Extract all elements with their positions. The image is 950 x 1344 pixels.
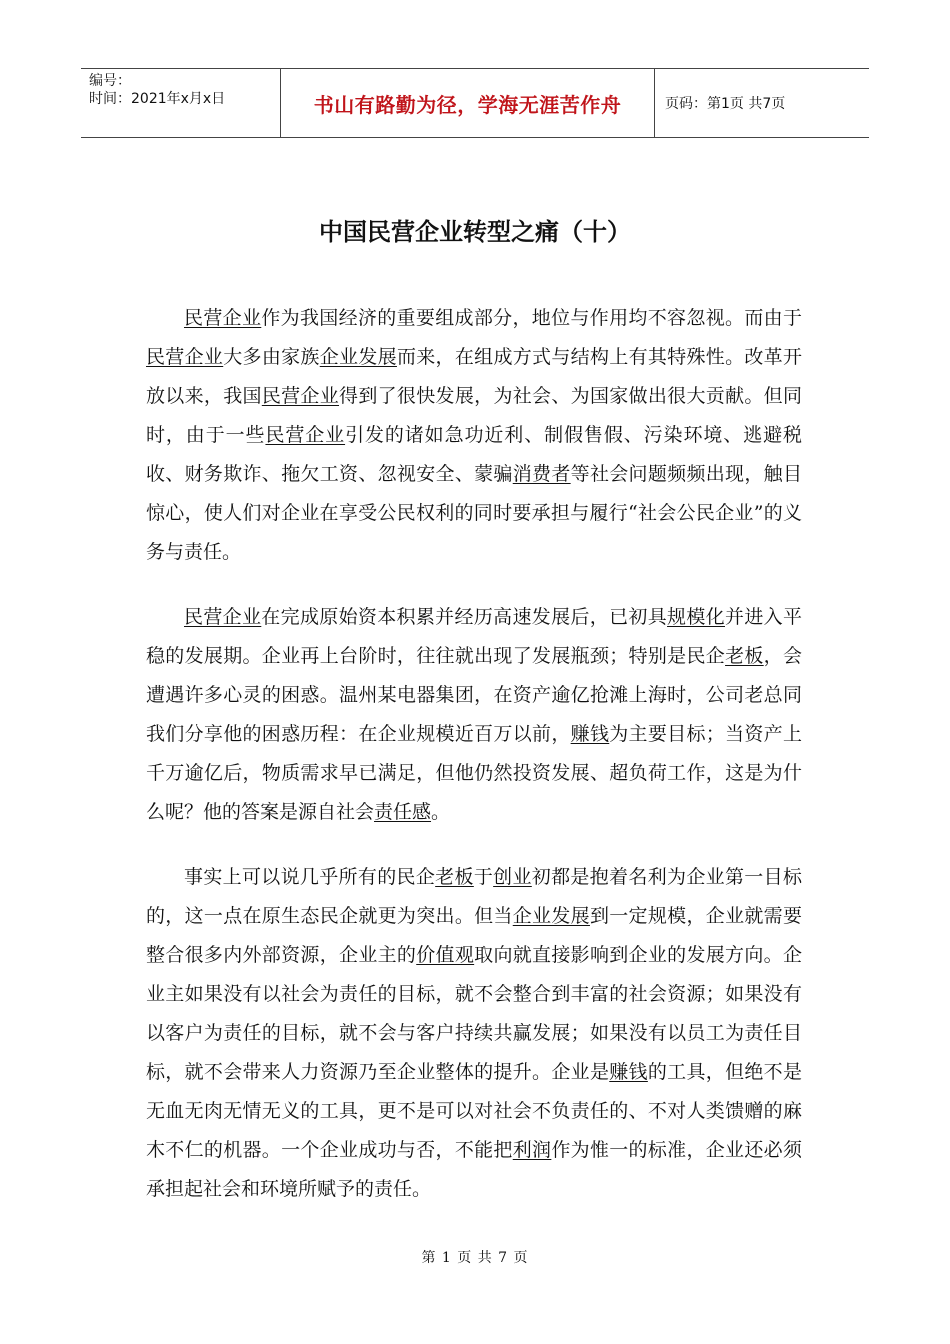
paragraph: 民营企业在完成原始资本积累并经历高速发展后，已初具规模化并进入平稳的发展期。企业再上台阶时，往往就出现了发展瓶颈；特别是民企老板，会遭遇许多心灵的困惑。温州某电器集团，在资产逾亿抢滩上海时，公司老总同我们分享他的困惑历程：在企业规模近百万以前，赚钱为主要目标；当资产上千万逾亿后，物质需求早已满足，但他仍然投资发展、超负荷工作，这是为什么呢？他的答案是源自社会责任感。	[146, 606, 802, 823]
paragraph: 民营企业作为我国经济的重要组成部分，地位与作用均不容忽视。而由于民营企业大多由家族企业发展而来，在组成方式与结构上有其特殊性。改革开放以来，我国民营企业得到了很快发展，为社会、为国家做出很大贡献。但同时，由于一些民营企业引发的诸如急功近利、制假售假、污染环境、逃避税收、财务欺诈、拖欠工资、忽视安全、蒙骗消费者等社会问题频频出现，触目惊心，使人们对企业在享受公民权利的同时要承担与履行“社会公民企业”的义务与责任。	[146, 307, 802, 563]
keyword-link[interactable]: 老板	[435, 866, 474, 888]
keyword-link[interactable]: 价值观	[416, 944, 475, 966]
keyword-link[interactable]: 民营企业	[184, 606, 262, 628]
keyword-link[interactable]: 赚钱	[570, 723, 610, 745]
paragraph: 事实上可以说几乎所有的民企老板于创业初都是抱着名利为企业第一目标的，这一点在原生态民企就更为突出。但当企业发展到一定规模，企业就需要整合很多内外部资源，企业主的价值观取向就直接影响到企业的发展方向。企业主如果没有以社会为责任的目标，就不会整合到丰富的社会资源；如果没有以客户为责任的目标，就不会与客户持续共赢发展；如果没有以员工为责任目标，就不会带来人力资源乃至企业整体的提升。企业是赚钱的工具，但绝不是无血无肉无情无义的工具，更不是可以对社会不负责任的、不对人类馈赠的麻木不仁的机器。一个企业成功与否，不能把利润作为惟一的标准，企业还必须承担起社会和环境所赋予的责任。	[146, 866, 802, 1200]
keyword-link[interactable]: 责任感	[374, 801, 432, 823]
page-footer: 第 1 页 共 7 页	[421, 1250, 529, 1266]
document-title: 中国民营企业转型之痛（十）	[319, 218, 631, 246]
document-date: 时间：2021年x月x日	[89, 91, 226, 107]
keyword-link[interactable]: 企业发展	[319, 346, 397, 368]
keyword-link[interactable]: 创业	[493, 866, 532, 888]
keyword-link[interactable]: 消费者	[512, 463, 571, 485]
header-page-info: 页码：第1页 共7页	[665, 96, 786, 112]
keyword-link[interactable]: 企业发展	[512, 905, 590, 927]
header-meta	[81, 69, 281, 137]
keyword-link[interactable]: 利润	[512, 1139, 552, 1161]
page-header	[81, 68, 869, 138]
keyword-link[interactable]: 赚钱	[609, 1061, 648, 1083]
document-number-label: 编号：	[89, 73, 131, 89]
keyword-link[interactable]: 民营企业	[261, 385, 340, 407]
header-motto: 书山有路勤为径，学海无涯苦作舟	[281, 69, 655, 137]
keyword-link[interactable]: 民营企业	[184, 307, 262, 329]
keyword-link[interactable]: 规模化	[667, 606, 725, 628]
keyword-link[interactable]: 老板	[725, 645, 764, 667]
keyword-link[interactable]: 民营企业	[265, 424, 346, 446]
keyword-link[interactable]: 民营企业	[146, 346, 224, 368]
